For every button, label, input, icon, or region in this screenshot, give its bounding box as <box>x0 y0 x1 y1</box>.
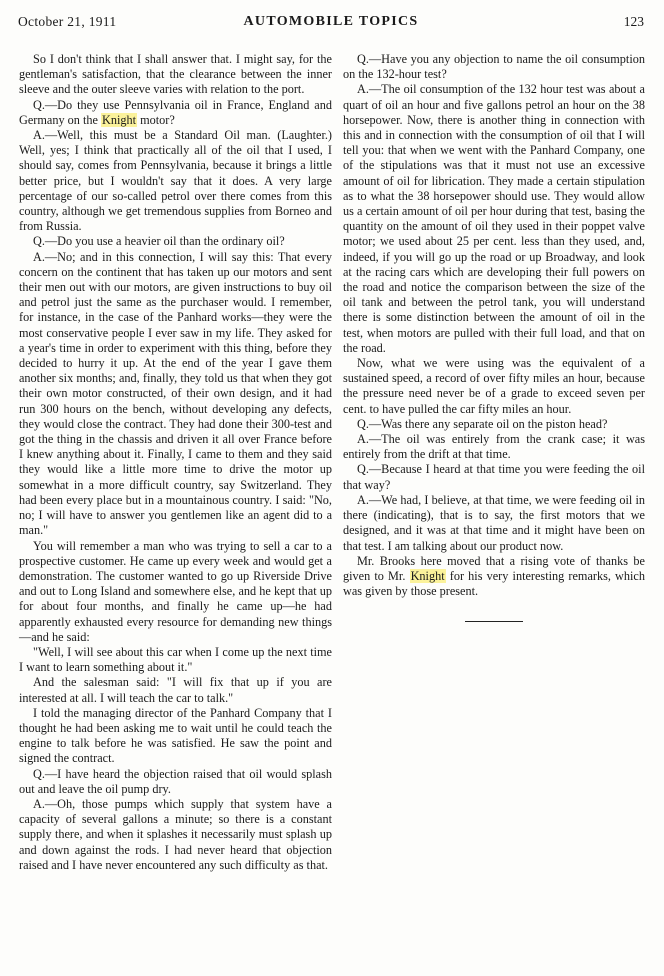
page-header <box>18 14 644 36</box>
paragraph <box>343 462 645 492</box>
paragraph-text: "Well, I will see about this car when I come up the next time I want to learn something about it." <box>19 644 332 675</box>
paragraph <box>19 250 332 539</box>
paragraph-text: I told the managing director of the Panhard Company that I thought he had been asking me to wait until he could teach the engine to talk before he was satisfied. He saw the point and signed the contract. <box>19 705 332 766</box>
paragraph <box>343 52 645 82</box>
paragraph-text: Q.—Was there any separate oil on the piston head? <box>357 416 608 431</box>
paragraph <box>19 797 332 873</box>
paragraph <box>19 539 332 645</box>
highlighted-term: Knight <box>101 112 137 127</box>
paragraph <box>19 767 332 797</box>
page-number: 123 <box>623 14 644 29</box>
paragraph-text: Mr. Brooks here moved that a rising vote of thanks be given to Mr. <box>343 553 645 583</box>
paragraph <box>19 52 332 98</box>
paragraph <box>19 706 332 767</box>
right-column <box>343 52 645 622</box>
paragraph <box>343 554 645 600</box>
paragraph-text: for his very interesting remarks, which was given by those present. <box>343 568 645 599</box>
paragraph-text: And the salesman said: "I will fix that up if you are interested at all. I will teach the car to talk." <box>19 675 332 705</box>
left-column <box>19 52 332 873</box>
paragraph-text: So I don't think that I shall answer that. I might say, for the gentleman's satisfaction, that the clearance between the inner sleeve and the outer sleeve varies with relation to the port. <box>19 52 332 97</box>
paragraph-text: Q.—Do you use a heavier oil than the ordinary oil? <box>33 234 285 249</box>
paragraph-text: A.—The oil was entirely from the crank case; it was entirely from the drift at that time. <box>343 432 645 462</box>
paragraph-text: You will remember a man who was trying to sell a car to a prospective customer. He came up every week and would get a demonstration. The customer wanted to go up Riverside Drive and out to Long Island and somewhere else, and he kept that up for about four months, and finally he came up—he had apparently exhausted every resource for demanding new things—and he said: <box>19 538 332 644</box>
paragraph-text: A.—Oh, those pumps which supply that system have a capacity of several gallons a minute; so there is a constant supply there, and when it splashes it necessarily must splash up and down against the rods. I had never heard that objection raised and I have never encountered any such difficulty as that. <box>19 796 332 872</box>
paragraph <box>343 82 645 356</box>
paragraph <box>343 356 645 417</box>
paragraph <box>19 234 332 249</box>
paragraph-text: A.—The oil consumption of the 132 hour test was about a quart of oil an hour and five gallons petrol an hour on the 38 horsepower. Now, there is another thing in connection with this and in connection with the consumption of oil that I will tell you: that when we went with the Panhard Company, one of the stipulations was that it must not use an excessive amount of oil for librication. They made a certain stipulation as to what the 38 horsepower should use. They would allow us a certain amount of oil per hour during that test, basing the quantity on the amount of oil they used in their poppet valve motor; we used about 25 per cent. less than they used, and, indeed, if you will go up the road or up Broadway, and look at the racing cars which are developing their full powers on the road and notice the comparison between the size of the oil tank and between the petrol tank, you will understand there is some distinction between the amount of oil in the test, when motors are pulled with their full load, and that on the road. <box>343 82 645 355</box>
paragraph <box>19 675 332 705</box>
paragraph-text: Now, what we were using was the equivalent of a sustained speed, a record of over fifty miles an hour, because the pressure need never be of a grade to exceed seven per cent. to have pulled the car fifty miles an hour. <box>343 356 645 416</box>
paragraph-text: motor? <box>137 112 175 127</box>
paragraph <box>19 98 332 128</box>
paragraph-text: A.—Well, this must be a Standard Oil man. (Laughter.) Well, yes; I think that practically all of the oil that I used, I should say, comes from Pennsylvania, because it brings a little better price, but I wouldn't say that it does. A very large percentage of our so-called petrol over there comes from this country, although we get tremendous supplies from Borneo and from Russia. <box>19 128 332 234</box>
issue-date: October 21, 1911 <box>18 14 117 29</box>
end-of-article-rule <box>465 621 523 622</box>
paragraph <box>19 128 332 234</box>
publication-title: AUTOMOBILE TOPICS <box>243 14 419 29</box>
paragraph <box>19 645 332 675</box>
paragraph <box>343 417 645 432</box>
paragraph <box>343 432 645 462</box>
paragraph <box>343 493 645 554</box>
paragraph-text: A.—No; and in this connection, I will say this: That every concern on the continent that has taken up our motors and sent their men out with our motors, are given instructions to buy oil and petrol just the same as the purchaser would. I remember, for instance, in the case of the Panhard works—they were the most conservative people I ever saw in my life. They asked for a year's time in order to experiment with this thing, before they decided to hurry it up. At the end of the year I gave them another six months; and, finally, they told us that when they got their own motor constructed, of their own design, and it had run 300 hours on the bench, without developing any defects, they would close the contract. They had done their 300-test and got the thing in the chassis and driven it all over France before I knew anything about it. Finally, I came to them and they said they would like a little more time to drive the motor up somewhat in a more difficult country, say Switzerland. They had been every place but in a mountainous country. I said: "No, no; I will have to answer you gentlemen like an agent did to a man." <box>19 249 332 538</box>
paragraph-text: Q.—I have heard the objection raised that oil would splash out and leave the oil pump dry. <box>19 766 332 796</box>
paragraph-text: Q.—Because I heard at that time you were feeding the oil that way? <box>343 462 645 492</box>
highlighted-term: Knight <box>410 568 445 583</box>
paragraph-text: Q.—Have you any objection to name the oil consumption on the 132-hour test? <box>343 52 645 82</box>
paragraph-text: A.—We had, I believe, at that time, we were feeding oil in there (indicating), that is to say, the first motors that we designed, and it was at that time and it might have been on that test. I am talking about our product now. <box>343 492 645 553</box>
paragraph-text: Q.—Do they use Pennsylvania oil in France, England and Germany on the <box>19 97 332 127</box>
